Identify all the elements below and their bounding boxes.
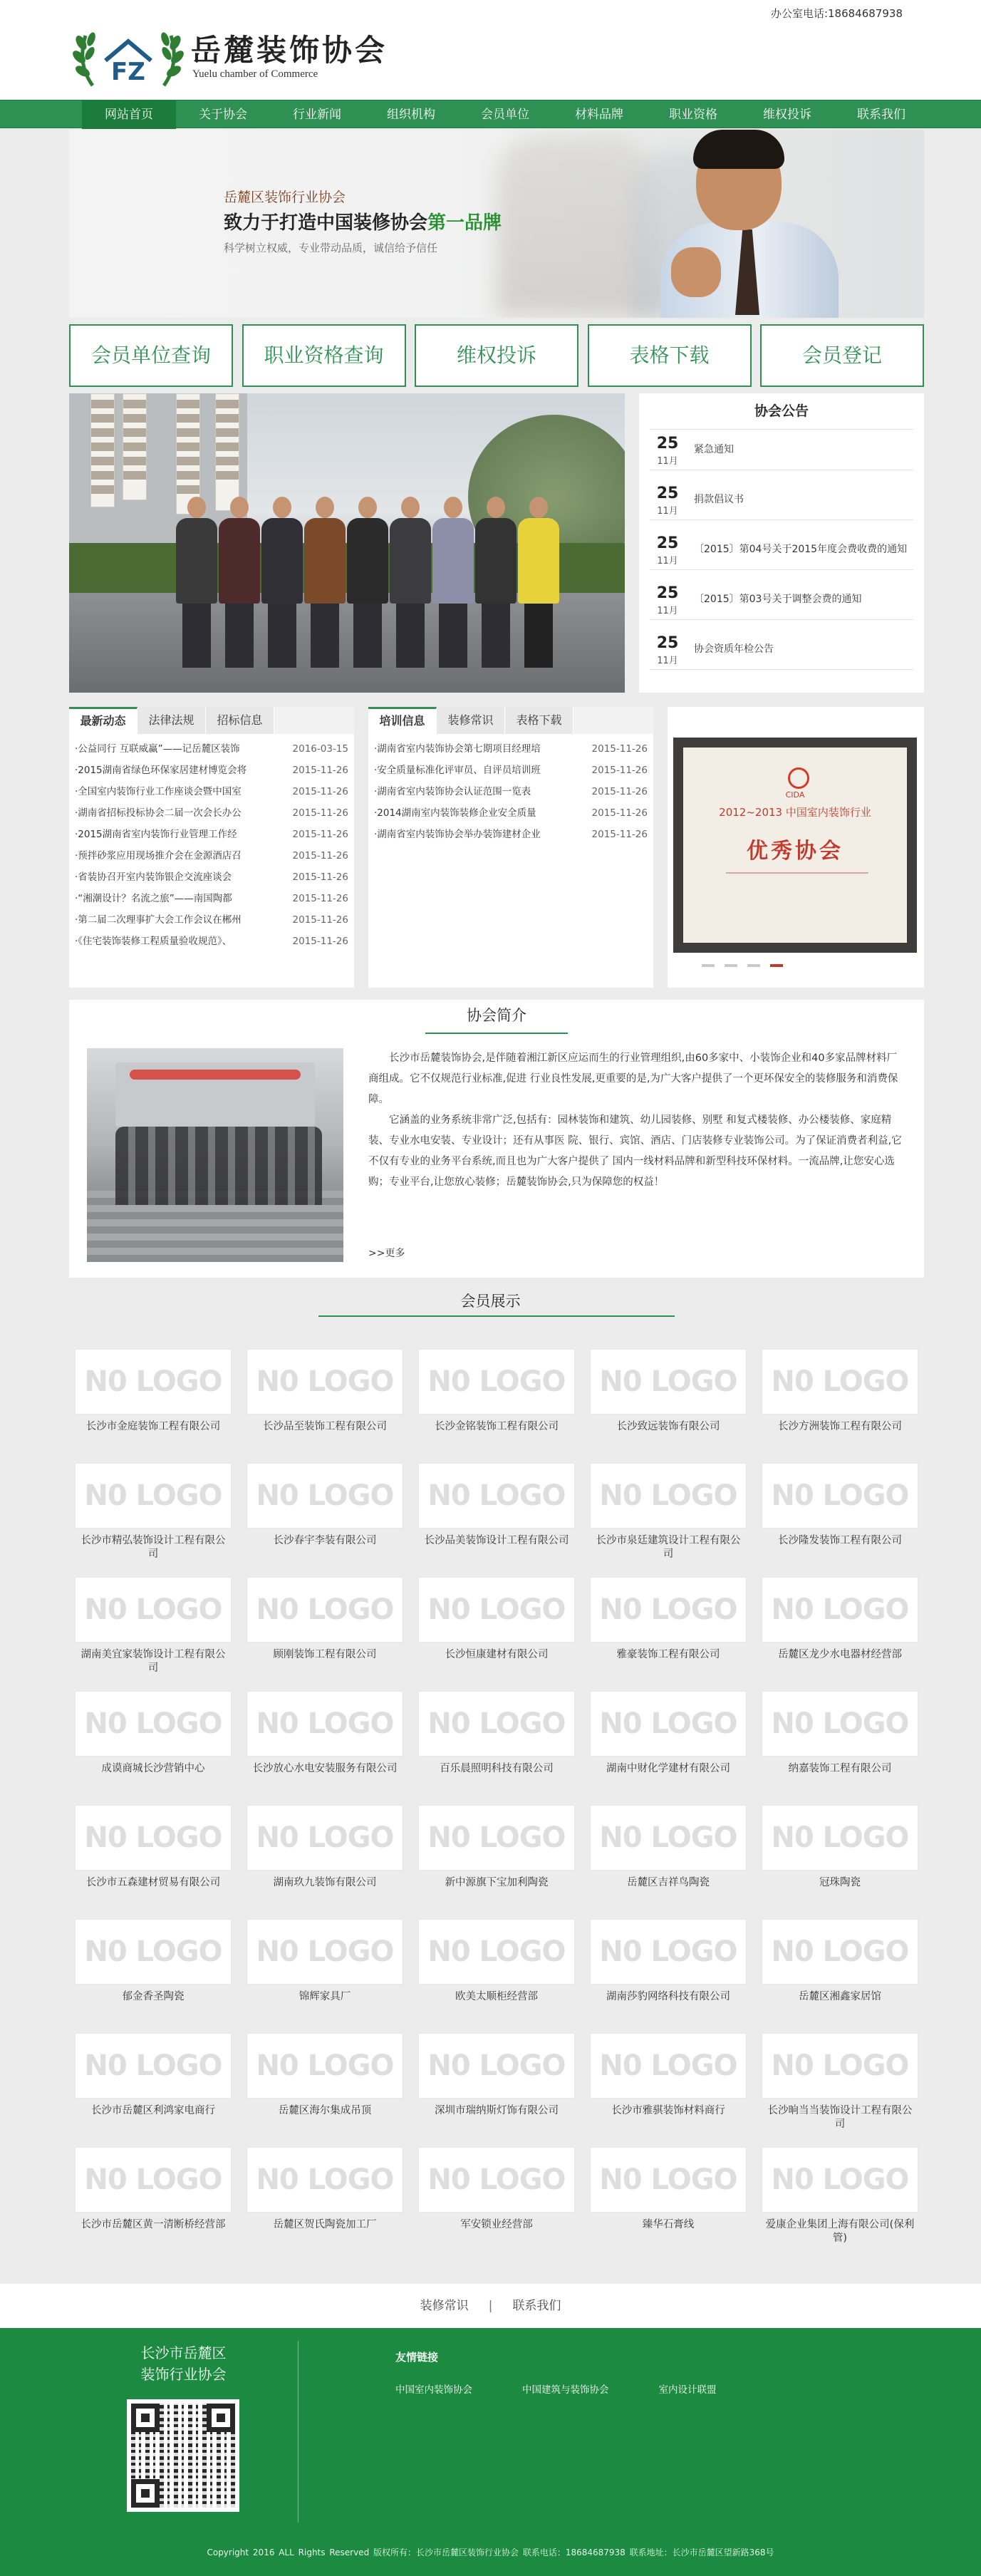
- date-month: 11月: [657, 656, 678, 666]
- footer-org-name: [114, 2342, 253, 2385]
- cert-logo-text: CIDA: [785, 790, 805, 800]
- date-day: 25: [656, 584, 679, 602]
- cert-title: 优秀协会: [747, 839, 844, 864]
- training-date: 2015-11-26: [591, 743, 648, 755]
- news-title[interactable]: ·湖南省招标投标协会二届一次会长办公: [75, 807, 242, 819]
- member-logo-placeholder[interactable]: N0 LOGO: [246, 2147, 403, 2213]
- announcement-date: [650, 435, 685, 467]
- qr-code: [127, 2399, 239, 2512]
- qr-finder: [131, 2404, 160, 2432]
- nav-news[interactable]: 行业新闻: [293, 108, 341, 122]
- member-name[interactable]: 岳麓区海尔集成吊顶: [278, 2105, 372, 2116]
- news-title[interactable]: ·《住宅装饰装修工程质量验收规范》、: [75, 936, 232, 947]
- training-title[interactable]: ·安全质量标准化评审员、自评员培训班: [374, 765, 541, 776]
- member-card[interactable]: [590, 2033, 747, 2147]
- news-date: 2015-11-26: [292, 829, 348, 840]
- member-logo-placeholder[interactable]: N0 LOGO: [418, 1463, 575, 1528]
- training-date: 2015-11-26: [591, 829, 648, 840]
- news-date: 2015-11-26: [292, 871, 348, 883]
- member-name[interactable]: 长沙晌当当装饰设计工程有限公司: [767, 2105, 913, 2130]
- member-name[interactable]: 岳麓区湘鑫家居馆: [799, 1991, 881, 2002]
- date-day: 25: [656, 534, 679, 552]
- news-date: 2015-11-26: [292, 936, 348, 947]
- logo-english-name: Yuelu chamber of Commerce: [192, 68, 318, 80]
- member-logo-placeholder[interactable]: N0 LOGO: [246, 1349, 403, 1414]
- member-logo-placeholder[interactable]: N0 LOGO: [75, 1577, 232, 1643]
- member-name[interactable]: 长沙隆发装饰工程有限公司: [778, 1535, 902, 1546]
- member-card[interactable]: [418, 2033, 575, 2147]
- friend-link[interactable]: 中国室内装饰协会: [395, 2384, 472, 2396]
- news-date: 2015-11-26: [292, 786, 348, 797]
- announcement-item[interactable]: [650, 479, 913, 520]
- nav-complaints[interactable]: 维权投诉: [763, 108, 811, 122]
- photo-person: [347, 497, 388, 668]
- news-tabs: [69, 707, 354, 734]
- list-item[interactable]: [374, 802, 648, 824]
- news-title[interactable]: ·2015湖南省绿色环保家居建材博览会将: [75, 765, 247, 776]
- member-card[interactable]: [590, 1805, 747, 1919]
- member-card[interactable]: [418, 1691, 575, 1805]
- member-name[interactable]: 岳麓区吉祥鸟陶瓷: [627, 1877, 710, 1888]
- member-name[interactable]: 岳麓区龙少水电器材经营部: [778, 1649, 902, 1660]
- banner-headline-highlight: 第一品牌: [427, 212, 502, 234]
- announcements-panel: [639, 393, 924, 693]
- member-card[interactable]: [590, 1463, 747, 1577]
- member-logo-placeholder[interactable]: N0 LOGO: [246, 1691, 403, 1757]
- nav-qualification[interactable]: 职业资格: [669, 108, 717, 122]
- member-logo-placeholder[interactable]: N0 LOGO: [590, 1691, 747, 1757]
- member-card[interactable]: [75, 1349, 232, 1463]
- member-logo-placeholder[interactable]: N0 LOGO: [590, 1577, 747, 1643]
- date-month: 11月: [657, 556, 678, 567]
- copyright: Copyright 2016 ALL Rights Reserved 版权所有：长沙市岳麓区装饰行业协会 联系电话：18684687938 联系地址：长沙市岳麓区望新路368号: [207, 2547, 774, 2557]
- member-card[interactable]: [75, 1805, 232, 1919]
- footer-org-line2: 装饰行业协会: [140, 2366, 227, 2383]
- logo-chinese-name: 岳麓装饰协会: [191, 33, 388, 68]
- member-logo-placeholder[interactable]: N0 LOGO: [762, 2033, 918, 2099]
- title-underline: [425, 1033, 568, 1034]
- list-item[interactable]: [75, 802, 348, 824]
- member-card[interactable]: [762, 2033, 918, 2147]
- training-title[interactable]: ·湖南省室内装饰协会举办装饰建材企业: [374, 829, 541, 840]
- photo-sign: [123, 393, 147, 500]
- member-logo-placeholder[interactable]: N0 LOGO: [590, 1349, 747, 1414]
- banner-headline-main: 致力于打造中国装修协会: [224, 212, 428, 234]
- member-name[interactable]: 郁金香圣陶瓷: [122, 1991, 185, 2002]
- member-name[interactable]: 长沙市雅骐装饰材料商行: [611, 2105, 725, 2116]
- member-logo-placeholder[interactable]: N0 LOGO: [246, 1805, 403, 1871]
- hero-banner[interactable]: [69, 130, 924, 318]
- photo-person: [475, 497, 517, 668]
- member-logo-placeholder[interactable]: N0 LOGO: [246, 1463, 403, 1528]
- friend-links: [395, 2381, 717, 2396]
- list-item[interactable]: [75, 845, 348, 867]
- member-logo-placeholder[interactable]: N0 LOGO: [418, 2147, 575, 2213]
- member-logo-placeholder[interactable]: N0 LOGO: [75, 1349, 232, 1414]
- nav-members[interactable]: 会员单位: [481, 108, 529, 122]
- training-date: 2015-11-26: [591, 786, 648, 797]
- qr-code-pattern: [131, 2404, 235, 2508]
- member-logo-placeholder[interactable]: N0 LOGO: [590, 1805, 747, 1871]
- slider-dot[interactable]: [747, 964, 760, 967]
- office-phone: 办公室电话:18684687938: [770, 7, 903, 20]
- news-title[interactable]: ·全国室内装饰行业工作座谈会暨中国室: [75, 786, 242, 797]
- member-card[interactable]: [590, 1919, 747, 2033]
- news-date: 2015-11-26: [292, 914, 348, 926]
- photo-sign: [215, 393, 239, 511]
- photo-person: [176, 497, 217, 668]
- member-card[interactable]: [246, 1805, 403, 1919]
- header: [0, 0, 981, 100]
- thumbs-up-hand: [671, 247, 721, 297]
- date-day: 25: [656, 634, 679, 652]
- announcement-item[interactable]: [650, 429, 913, 470]
- complaint-button[interactable]: 维权投诉: [415, 324, 578, 387]
- member-name[interactable]: 长沙方洲装饰工程有限公司: [778, 1421, 902, 1432]
- member-logo-placeholder[interactable]: N0 LOGO: [75, 1463, 232, 1528]
- member-name[interactable]: 岳麓区贺氏陶瓷加工厂: [273, 2219, 377, 2230]
- member-logo-placeholder[interactable]: N0 LOGO: [762, 1919, 918, 1985]
- member-logo-placeholder[interactable]: N0 LOGO: [590, 1919, 747, 1985]
- svg-text:FZ: FZ: [111, 58, 145, 86]
- announcement-date: [650, 485, 685, 517]
- nav-brands[interactable]: 材料品牌: [575, 108, 623, 122]
- date-day: 25: [656, 485, 679, 502]
- member-logo-placeholder[interactable]: N0 LOGO: [590, 2033, 747, 2099]
- list-item[interactable]: [374, 824, 648, 845]
- member-name[interactable]: 成谟商城长沙营销中心: [101, 1763, 205, 1774]
- member-card[interactable]: [75, 2147, 232, 2261]
- member-name[interactable]: 新中源旗下宝加利陶瓷: [445, 1877, 549, 1888]
- training-date: 2015-11-26: [591, 765, 648, 776]
- date-day: 25: [656, 435, 679, 452]
- cida-logo-icon: [788, 767, 809, 789]
- member-card[interactable]: [418, 1349, 575, 1463]
- news-list: [69, 734, 354, 952]
- group-photo[interactable]: [69, 393, 625, 693]
- banner-man-hair: [693, 130, 784, 169]
- member-card[interactable]: [590, 1691, 747, 1805]
- member-name[interactable]: 军安锁业经营部: [460, 2219, 533, 2230]
- member-name[interactable]: 长沙市精弘装饰设计工程有限公司: [81, 1535, 226, 1560]
- member-name[interactable]: 长沙品美装饰设计工程有限公司: [424, 1535, 569, 1546]
- news-title[interactable]: ·2015湖南省室内装饰行业管理工作经: [75, 829, 237, 840]
- list-item[interactable]: [75, 781, 348, 802]
- certificate-plate: [683, 748, 907, 943]
- banner-background-figure: [497, 137, 653, 315]
- member-card[interactable]: [762, 1919, 918, 2033]
- honor-certificate[interactable]: [673, 738, 917, 953]
- training-title[interactable]: ·湖南省室内装饰协会认证范围一览表: [374, 786, 531, 797]
- member-card[interactable]: [75, 1691, 232, 1805]
- member-name[interactable]: 长沙市金庭装饰工程有限公司: [85, 1421, 221, 1432]
- bottom-links: [0, 2284, 981, 2328]
- news-date: 2015-11-26: [292, 850, 348, 862]
- list-item[interactable]: [75, 867, 348, 888]
- photo-person: [432, 497, 474, 668]
- photo-person: [304, 497, 346, 668]
- member-card[interactable]: [246, 2033, 403, 2147]
- member-card[interactable]: [75, 1463, 232, 1577]
- member-card[interactable]: [590, 1577, 747, 1691]
- qualification-query-button[interactable]: 职业资格查询: [242, 324, 406, 387]
- news-panel: [69, 707, 354, 988]
- member-name[interactable]: 长沙品至装饰工程有限公司: [263, 1421, 387, 1432]
- tab-training[interactable]: 培训信息: [368, 707, 437, 734]
- member-logo-placeholder[interactable]: N0 LOGO: [246, 2033, 403, 2099]
- member-card[interactable]: [418, 2147, 575, 2261]
- about-section: [69, 1000, 924, 1278]
- list-item[interactable]: [374, 738, 648, 760]
- list-item[interactable]: [374, 760, 648, 781]
- member-name[interactable]: 顾刚装饰工程有限公司: [273, 1649, 377, 1660]
- footer-divider: [298, 2341, 299, 2523]
- date-month: 11月: [657, 606, 678, 616]
- member-logo-placeholder[interactable]: N0 LOGO: [75, 1919, 232, 1985]
- photo-person: [261, 497, 303, 668]
- more-link[interactable]: >>更多: [368, 1248, 405, 1259]
- link-decoration-tips[interactable]: 装修常识: [420, 2299, 469, 2313]
- tab-bidding[interactable]: 招标信息: [206, 707, 274, 734]
- friend-link[interactable]: 中国建筑与装饰协会: [522, 2384, 609, 2396]
- member-name[interactable]: 湖南玖九装饰有限公司: [273, 1877, 377, 1888]
- main-nav: [0, 100, 981, 128]
- announcement-date: [650, 634, 685, 666]
- member-logo-placeholder[interactable]: N0 LOGO: [418, 1919, 575, 1985]
- list-item[interactable]: [75, 909, 348, 931]
- list-item[interactable]: [75, 888, 348, 909]
- about-photo[interactable]: [87, 1048, 343, 1262]
- member-logo-placeholder[interactable]: N0 LOGO: [590, 1463, 747, 1528]
- news-title[interactable]: ·第二届二次理事扩大会工作会议在郴州: [75, 914, 242, 926]
- friend-links-title: 友情链接: [395, 2351, 439, 2364]
- member-name[interactable]: 雅豪装饰工程有限公司: [616, 1649, 720, 1660]
- member-logo-placeholder[interactable]: N0 LOGO: [762, 1349, 918, 1414]
- training-panel: [368, 707, 653, 988]
- member-logo-placeholder[interactable]: N0 LOGO: [75, 2147, 232, 2213]
- member-name[interactable]: 湖南中财化学建材有限公司: [606, 1763, 730, 1774]
- list-item[interactable]: [75, 738, 348, 760]
- announcement-link[interactable]: 〔2015〕第03号关于调整会费的通知: [694, 594, 862, 605]
- member-logo-placeholder[interactable]: N0 LOGO: [762, 2147, 918, 2213]
- member-card[interactable]: [75, 1577, 232, 1691]
- qr-finder: [131, 2479, 160, 2508]
- about-paragraph: 它涵盖的业务系统非常广泛,包括有：园林装饰和建筑、幼儿园装修、别墅 和复式楼装修、办公楼装修、家庭精装、专业水电安装、专业设计；还有从事医 院、银行、宾馆、酒店、门店装修专业装饰公司。为了保证消费者利益,它不仅有专业的业务平台系统,而且也为广大客户提供了 国内一线材料品牌和新型科技环保材料。一流品牌,让您安心选购；专业平台,让您放心装修；岳麓装饰协会,只为保障您的权益！: [368, 1114, 902, 1188]
- member-logo-placeholder[interactable]: N0 LOGO: [762, 1463, 918, 1528]
- member-name[interactable]: 长沙致远装饰有限公司: [616, 1421, 720, 1432]
- about-paragraph: 长沙市岳麓装饰协会,是伴随着湘江新区应运而生的行业管理组织,由60多家中、小装饰企业和40多家品牌材料厂商组成。它不仅规范行业标准,促进 行业良性发展,更重要的是,为广大客户提供了一个更坏保安全的装修服务和消费保障。: [368, 1052, 898, 1105]
- quick-buttons: [69, 324, 924, 387]
- about-title: 协会简介: [467, 1007, 526, 1024]
- banner-headline: [224, 208, 502, 234]
- member-name[interactable]: 长沙恒康建材有限公司: [445, 1649, 549, 1660]
- announcements-title: 协会公告: [650, 393, 913, 430]
- photo-sign: [90, 393, 115, 507]
- member-card[interactable]: [418, 1577, 575, 1691]
- member-card[interactable]: [590, 1349, 747, 1463]
- members-grid: [75, 1349, 923, 2261]
- announcement-item[interactable]: [650, 529, 913, 570]
- member-name[interactable]: 长沙市岳麓区黄一清断桥经营部: [81, 2219, 226, 2230]
- photo-person: [518, 497, 559, 668]
- member-card[interactable]: [762, 2147, 918, 2261]
- member-name[interactable]: 长沙市五森建材贸易有限公司: [85, 1877, 221, 1888]
- member-logo-placeholder[interactable]: N0 LOGO: [418, 2033, 575, 2099]
- announcement-item[interactable]: [650, 629, 913, 670]
- tab-laws[interactable]: 法律法规: [137, 707, 206, 734]
- slider-dot[interactable]: [725, 964, 737, 967]
- announcement-link[interactable]: 〔2015〕第04号关于2015年度会费收费的通知: [694, 544, 908, 555]
- member-name[interactable]: 长沙金铭装饰工程有限公司: [435, 1421, 559, 1432]
- photo-person: [219, 497, 260, 668]
- member-name[interactable]: 长沙市岳麓区利鸿家电商行: [91, 2105, 215, 2116]
- news-title[interactable]: ·预拌砂浆应用现场推介会在金源酒店召: [75, 850, 242, 862]
- member-logo-placeholder[interactable]: N0 LOGO: [246, 1919, 403, 1985]
- banner-slogan: 科学树立权威，专业带动品质，诚信给予信任: [224, 242, 438, 254]
- tab-latest-news[interactable]: 最新动态: [69, 707, 137, 734]
- news-date: 2015-11-26: [292, 893, 348, 904]
- tab-decoration-tips[interactable]: 装修常识: [437, 707, 505, 734]
- training-list: [368, 734, 653, 845]
- announcement-link[interactable]: 捐款倡议书: [694, 494, 744, 505]
- announcement-date: [650, 534, 685, 567]
- member-card[interactable]: [246, 1463, 403, 1577]
- member-card[interactable]: [418, 1463, 575, 1577]
- member-logo-placeholder[interactable]: N0 LOGO: [75, 1691, 232, 1757]
- member-register-button[interactable]: 会员登记: [760, 324, 924, 387]
- member-card[interactable]: [246, 1349, 403, 1463]
- nav-about[interactable]: 关于协会: [199, 108, 247, 122]
- member-card[interactable]: [762, 1691, 918, 1805]
- list-item[interactable]: [75, 931, 348, 952]
- member-name[interactable]: 长沙市泉廷建筑设计工程有限公司: [596, 1535, 741, 1560]
- link-contact-us[interactable]: 联系我们: [512, 2299, 561, 2313]
- member-name[interactable]: 爱康企业集团上海有限公司(保利管): [765, 2219, 915, 2244]
- members-title: 会员展示: [460, 1293, 521, 1310]
- slider-dot-active[interactable]: [770, 964, 783, 967]
- news-date: 2015-11-26: [292, 765, 348, 776]
- list-item[interactable]: [75, 824, 348, 845]
- member-logo-placeholder[interactable]: N0 LOGO: [762, 1691, 918, 1757]
- member-name[interactable]: 长沙春宇李装有限公司: [273, 1535, 377, 1546]
- member-logo-placeholder[interactable]: N0 LOGO: [246, 1577, 403, 1643]
- member-logo-placeholder[interactable]: N0 LOGO: [418, 1805, 575, 1871]
- member-card[interactable]: [762, 1577, 918, 1691]
- announcement-date: [650, 584, 685, 616]
- title-underline: [318, 1315, 675, 1317]
- about-text: [368, 1048, 906, 1193]
- nav-organization[interactable]: 组织机构: [387, 108, 435, 122]
- nav-contact[interactable]: 联系我们: [857, 108, 905, 122]
- training-title[interactable]: ·2014湖南室内装饰装修企业安全质量: [374, 807, 536, 819]
- qr-finder: [207, 2404, 235, 2432]
- form-download-button[interactable]: 表格下载: [588, 324, 752, 387]
- member-logo-placeholder[interactable]: N0 LOGO: [762, 1805, 918, 1871]
- news-title[interactable]: ·“湘潮设计？名流之旅”——南国陶都: [75, 893, 232, 904]
- news-title[interactable]: ·省装协召开室内装饰银企交流座谈会: [75, 871, 232, 883]
- photo-group: [115, 1127, 322, 1205]
- member-card[interactable]: [590, 2147, 747, 2261]
- cert-divider: [726, 872, 868, 874]
- date-month: 11月: [657, 506, 678, 517]
- member-name[interactable]: 臻华石膏线: [642, 2219, 695, 2230]
- member-name[interactable]: 锦辉家具厂: [299, 1991, 351, 2002]
- member-card[interactable]: [762, 1349, 918, 1463]
- member-card[interactable]: [762, 1463, 918, 1577]
- training-title[interactable]: ·湖南省室内装饰协会第七期项目经理培: [374, 743, 541, 755]
- member-name[interactable]: 深圳市瑞纳斯灯饰有限公司: [435, 2105, 559, 2116]
- member-card[interactable]: [246, 1691, 403, 1805]
- member-name[interactable]: 湖南莎豹网络科技有限公司: [606, 1991, 730, 2002]
- slider-dots: [702, 964, 783, 967]
- member-card[interactable]: [246, 2147, 403, 2261]
- photo-person: [390, 497, 431, 668]
- association-logo[interactable]: [71, 21, 185, 93]
- member-logo-placeholder[interactable]: N0 LOGO: [75, 1805, 232, 1871]
- member-query-button[interactable]: 会员单位查询: [69, 324, 233, 387]
- member-logo-placeholder[interactable]: N0 LOGO: [418, 1349, 575, 1414]
- member-name[interactable]: 纳嘉装饰工程有限公司: [788, 1763, 892, 1774]
- announcement-link[interactable]: 紧急通知: [694, 444, 734, 455]
- member-name[interactable]: 欧美太顺柜经营部: [455, 1991, 538, 2002]
- member-card[interactable]: [418, 1805, 575, 1919]
- member-logo-placeholder[interactable]: N0 LOGO: [418, 1577, 575, 1643]
- nav-home[interactable]: 网站首页: [82, 100, 176, 129]
- announcement-item[interactable]: [650, 579, 913, 620]
- cert-subtitle: 2012~2013 中国室内装饰行业: [719, 806, 871, 819]
- link-separator: |: [488, 2299, 493, 2313]
- footer: [0, 2328, 981, 2576]
- training-tabs: [368, 707, 653, 734]
- member-name[interactable]: 湖南美宜家装饰设计工程有限公司: [81, 1649, 226, 1674]
- list-item[interactable]: [75, 760, 348, 781]
- tab-form-download[interactable]: 表格下载: [505, 707, 573, 734]
- member-logo-placeholder[interactable]: N0 LOGO: [590, 2147, 747, 2213]
- member-logo-placeholder[interactable]: N0 LOGO: [75, 2033, 232, 2099]
- photo-lanterns: [130, 1070, 301, 1080]
- member-logo-placeholder[interactable]: N0 LOGO: [762, 1577, 918, 1643]
- banner-org-name: 岳麓区装饰行业协会: [224, 190, 346, 205]
- member-card[interactable]: [418, 1919, 575, 2033]
- date-month: 11月: [657, 456, 678, 467]
- list-item[interactable]: [374, 781, 648, 802]
- member-card[interactable]: [246, 1577, 403, 1691]
- member-card[interactable]: [762, 1805, 918, 1919]
- friend-link[interactable]: 室内设计联盟: [658, 2384, 717, 2396]
- member-card[interactable]: [246, 1919, 403, 2033]
- slider-dot[interactable]: [702, 964, 715, 967]
- news-date: 2015-11-26: [292, 807, 348, 819]
- news-date: 2016-03-15: [292, 743, 348, 755]
- member-name[interactable]: 冠珠陶瓷: [819, 1877, 861, 1888]
- training-date: 2015-11-26: [591, 807, 648, 819]
- member-name[interactable]: 长沙放心水电安装服务有限公司: [252, 1763, 398, 1774]
- news-title[interactable]: ·公益同行 互联威赢”——记岳麓区装饰: [75, 743, 240, 755]
- footer-org-line1: 长沙市岳麓区: [140, 2344, 227, 2362]
- member-name[interactable]: 百乐晨照明科技有限公司: [440, 1763, 554, 1774]
- member-card[interactable]: [75, 1919, 232, 2033]
- member-card[interactable]: [75, 2033, 232, 2147]
- member-logo-placeholder[interactable]: N0 LOGO: [418, 1691, 575, 1757]
- announcement-link[interactable]: 协会资质年检公告: [694, 643, 774, 655]
